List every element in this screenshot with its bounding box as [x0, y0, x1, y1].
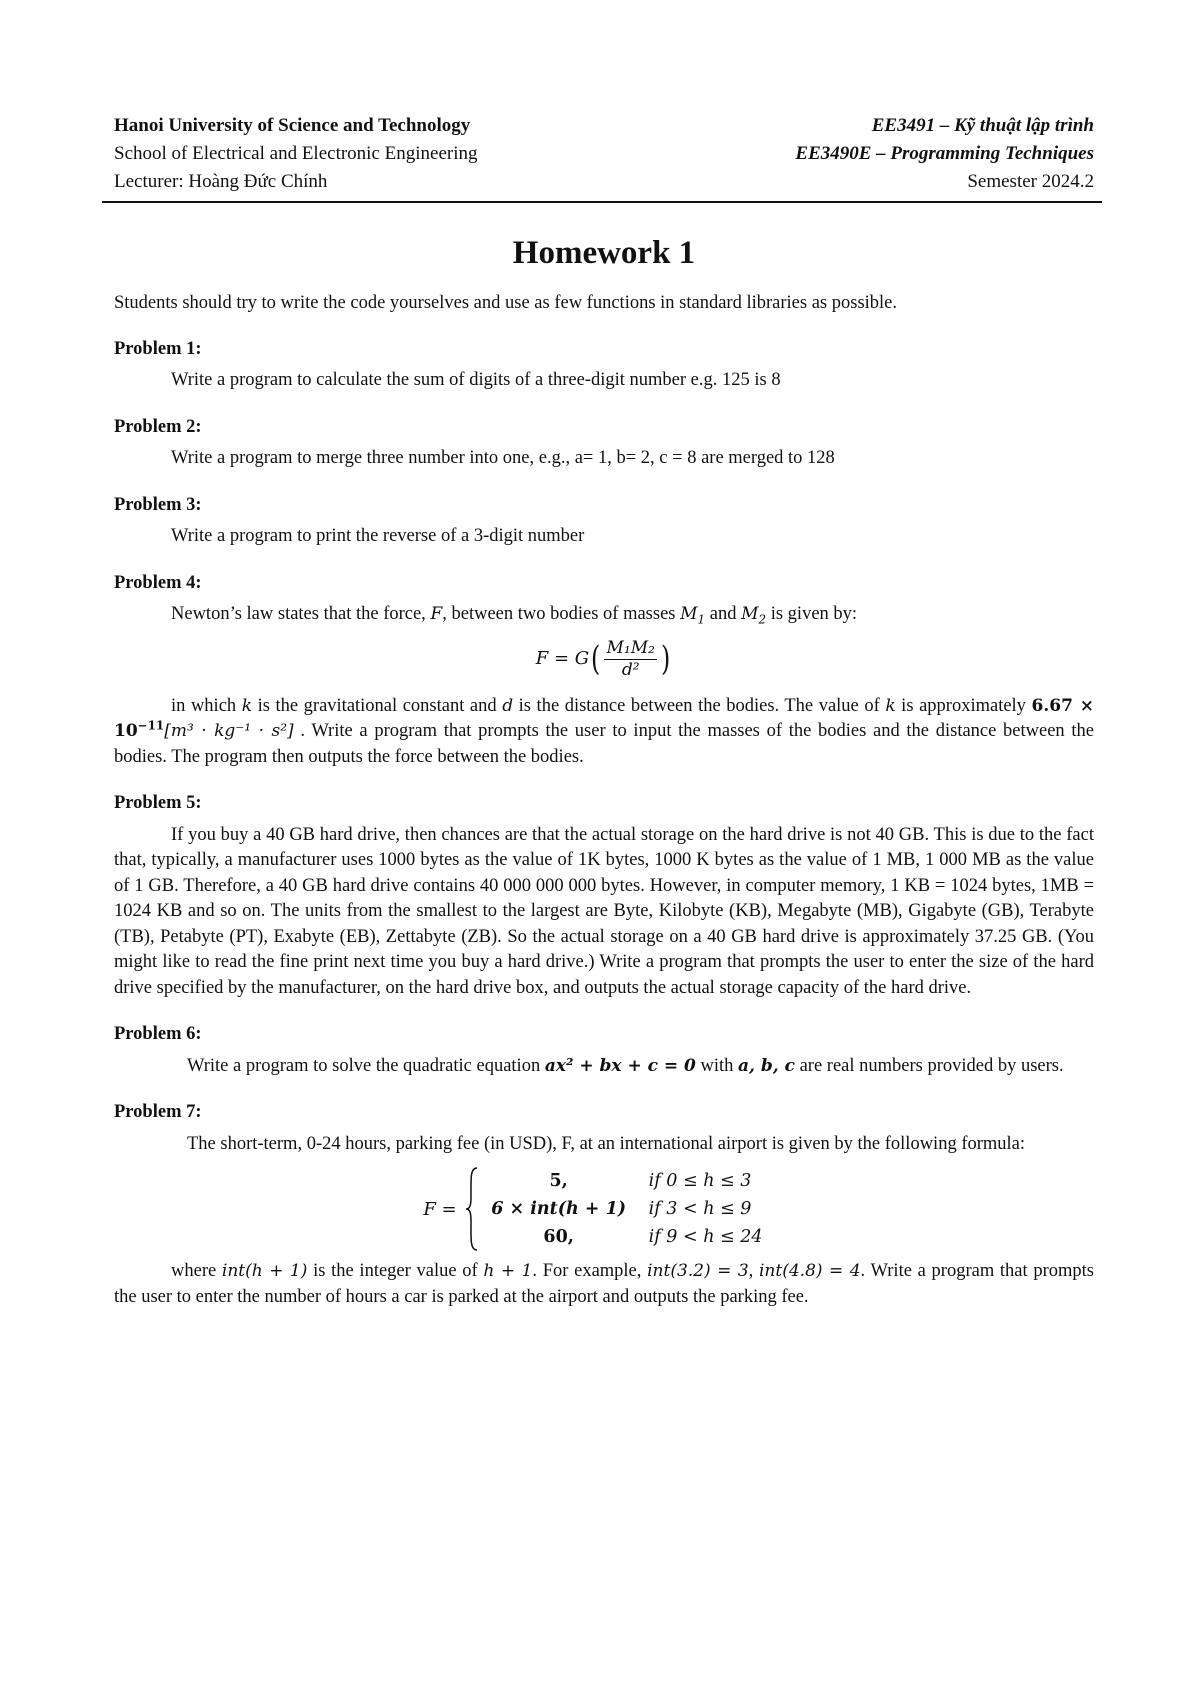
equation-vars: a, b, c: [738, 1055, 795, 1076]
parking-fee-formula: [114, 1167, 1094, 1251]
problem-text-body: where int(h + 1) is the integer value of h + 1. For example, int(3.2) = 3, int(4.8) = 4. Write a program that prompts the user to enter the number of hours a car is parked at the airport and outputs the parking fee.: [114, 1261, 1094, 1307]
formula-lhs: F = G: [535, 648, 590, 669]
problem-2: [114, 415, 1094, 472]
fraction-numerator: M₁M₂: [606, 637, 655, 658]
intro-paragraph: Students should try to write the code yourselves and use as few functions in standard libraries as possible.: [114, 293, 898, 313]
course-code-vn: EE3491 – Kỹ thuật lập trình: [871, 115, 1094, 136]
quadratic-equation: ax² + bx + c = 0: [544, 1055, 696, 1076]
university-name: Hanoi University of Science and Technology: [114, 115, 471, 136]
problem-text-intro: Newton’s law states that the force, F, between two bodies of masses $M_1$ and $M_2$ is given by:: [171, 604, 858, 627]
problem-3: [114, 493, 1094, 550]
case-condition: if 3 < h ≤ 9: [648, 1199, 752, 1219]
case-condition: if 0 ≤ h ≤ 3: [648, 1171, 752, 1191]
lecturer: Lecturer: Hoàng Đức Chính: [114, 171, 328, 192]
problem-text: Write a program to calculate the sum of digits of a three-digit number e.g. 125 is 8: [171, 370, 781, 390]
header-row-3: [114, 168, 1094, 196]
document-page: [114, 112, 1094, 1331]
problem-text: Write a program to merge three number into one, e.g., a= 1, b= 2, c = 8 are merged to 128: [171, 448, 835, 468]
fraction-denominator: d²: [621, 659, 640, 680]
fraction: [604, 638, 656, 680]
header: [114, 112, 1094, 203]
math-int-h: int(h + 1): [221, 1261, 308, 1281]
formula-lhs: F =: [423, 1198, 457, 1220]
problem-title: Problem 7:: [114, 1102, 202, 1122]
math-k: k: [241, 695, 253, 716]
left-paren: (: [591, 638, 601, 679]
math-example-2: int(4.8) = 4: [759, 1261, 861, 1281]
fee-cases: [483, 1167, 785, 1251]
math-M1: $M_1$: [680, 604, 706, 627]
problem-1: [114, 337, 1094, 394]
right-paren: ): [660, 638, 671, 679]
header-divider: [102, 201, 1102, 203]
page-title: Homework 1: [512, 235, 696, 271]
case-condition: if 9 < h ≤ 24: [648, 1227, 763, 1247]
problem-text-intro: The short-term, 0-24 hours, parking fee (in USD), F, at an international airport is given by the following formula:: [187, 1133, 1026, 1154]
semester: Semester 2024.2: [967, 171, 1094, 192]
school-name: School of Electrical and Electronic Engineering: [114, 143, 478, 164]
header-row-1: [114, 112, 1094, 140]
math-example-1: int(3.2) = 3: [647, 1261, 749, 1281]
problem-6: [114, 1022, 1094, 1079]
problem-text-body: in which k is the gravitational constant and d is the distance between the bodies. The value of k is approximately $6.67 \times 10^{-11}[m^3 \cdot kg^{-1} \cdot s^2]$ . Write a program that prompts the user to input the masses of the bodies and the distance between the bodies. The program then outputs the force between the bodies.: [114, 695, 1095, 767]
problem-5: [114, 791, 1094, 1001]
math-M2: $M_2$: [741, 604, 767, 627]
gravitational-constant: $6.67 \times 10^{-11}$: [114, 695, 1095, 741]
case-value: 60,: [543, 1227, 574, 1247]
left-brace-icon: [465, 1167, 479, 1251]
problem-4: [114, 571, 1094, 771]
math-F: F: [430, 604, 443, 624]
header-row-2: [114, 140, 1094, 168]
newton-formula: [114, 630, 1094, 688]
problem-title: Problem 3:: [114, 494, 202, 515]
case-value: 6 × int(h + 1): [491, 1199, 627, 1219]
math-d: d: [502, 695, 514, 716]
problem-title: Problem 6:: [114, 1024, 202, 1044]
constant-units: [m³ · kg⁻¹ · s²]: [164, 721, 294, 741]
problem-text: If you buy a 40 GB hard drive, then chances are that the actual storage on the hard drive is not 40 GB. This is due to the fact that, typically, a manufacturer uses 1000 bytes as the value of 1K bytes, 1000 K bytes as the value of 1 MB, 1 000 MB as the value of 1 GB. Therefore, a 40 GB hard drive contains 40 000 000 000 bytes. However, in computer memory, 1 KB = 1024 bytes, 1MB = 1024 KB and so on. The units from the smallest to the largest are Byte, Kilobyte (KB), Megabyte (MB), Gigabyte (GB), Terabyte (TB), Petabyte (PT), Exabyte (EB), Zettabyte (ZB). So the actual storage on a 40 GB hard drive is approximately 37.25 GB. (You might like to read the fine print next time you buy a hard drive.) Write a program that prompts the user to enter the size of the hard drive specified by the manufacturer, on the hard drive box, and outputs the actual storage capacity of the hard drive.: [114, 824, 1094, 998]
problem-text: Write a program to print the reverse of a 3-digit number: [171, 526, 585, 546]
math-k: k: [885, 695, 896, 716]
problem-title: Problem 1:: [114, 338, 202, 359]
problem-title: Problem 4:: [114, 572, 202, 593]
problem-7: [114, 1100, 1094, 1310]
problem-title: Problem 5:: [114, 793, 202, 813]
math-h-plus-1: h + 1: [483, 1261, 533, 1281]
problem-text: Write a program to solve the quadratic equation ax² + bx + c = 0 with a, b, c are real numbers provided by users.: [187, 1055, 1064, 1076]
problem-title: Problem 2:: [114, 416, 202, 437]
course-code-en: EE3490E – Programming Techniques: [795, 143, 1094, 164]
case-value: 5,: [549, 1171, 568, 1191]
